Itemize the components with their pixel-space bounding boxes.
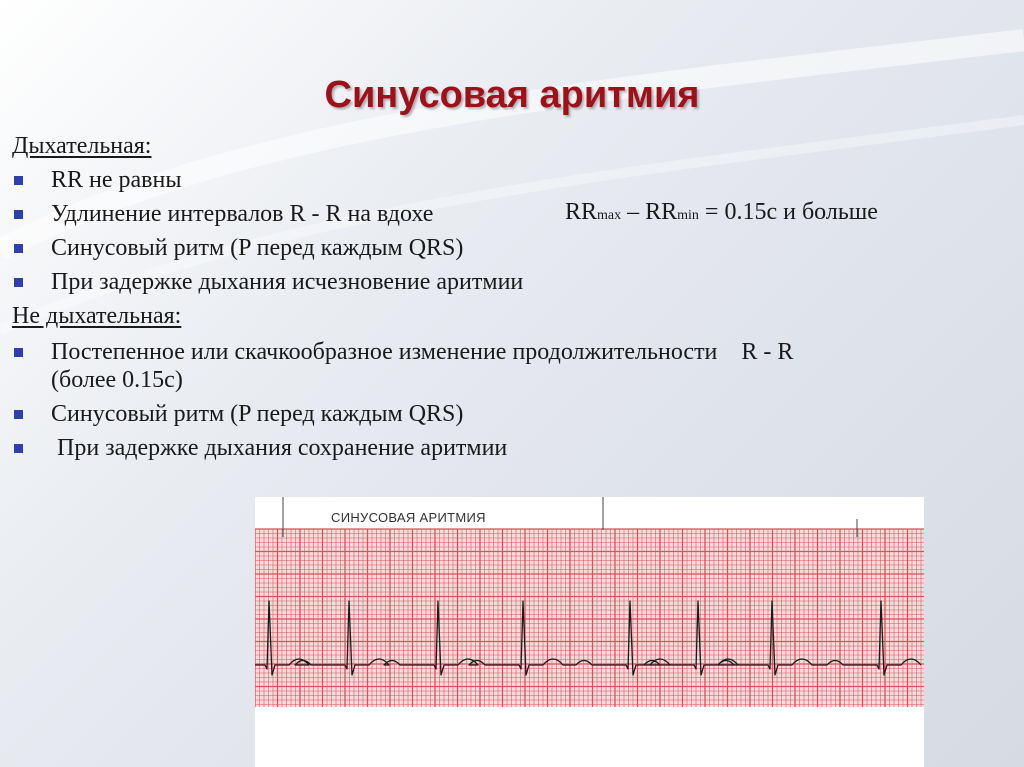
formula-sub-min: min [677,208,699,223]
bullet-square-icon [14,210,23,219]
ecg-grid-and-trace [255,497,924,767]
rr-formula [565,199,878,226]
list-item-text: При задержке дыхания исчезновение аритмии [51,269,524,295]
list-item-text-continuation: (более 0.15с) [51,367,183,393]
list-item-text: RR не равны [51,167,182,193]
ecg-strip-label: СИНУСОВАЯ АРИТМИЯ [331,510,486,525]
list-item-text: Синусовый ритм (P перед каждым QRS) [51,401,464,427]
formula-dash: – RR [621,199,678,225]
formula-rr: RR [565,199,598,225]
slide-title: Синусовая аритмия [324,74,700,116]
section-heading-non-respiratory: Не дыхательная: [12,303,182,329]
list-item-text: Постепенное или скачкообразное изменение продолжительности R - R [51,339,794,365]
ecg-grid-background [255,529,924,707]
section-heading-respiratory: Дыхательная: [12,133,152,159]
formula-sub-max: max [597,208,622,223]
list-item-text: Синусовый ритм (P перед каждым QRS) [51,235,464,261]
bullet-square-icon [14,176,23,185]
ecg-strip-image [255,497,924,767]
list-item-text: При задержке дыхания сохранение аритмии [51,435,508,461]
list-item-text: Удлинение интервалов R - R на вдохе [51,201,434,227]
bullet-square-icon [14,444,23,453]
bullet-square-icon [14,244,23,253]
formula-rest: = 0.15с и больше [698,199,878,225]
bullet-square-icon [14,278,23,287]
bullet-square-icon [14,348,23,357]
bullet-square-icon [14,410,23,419]
